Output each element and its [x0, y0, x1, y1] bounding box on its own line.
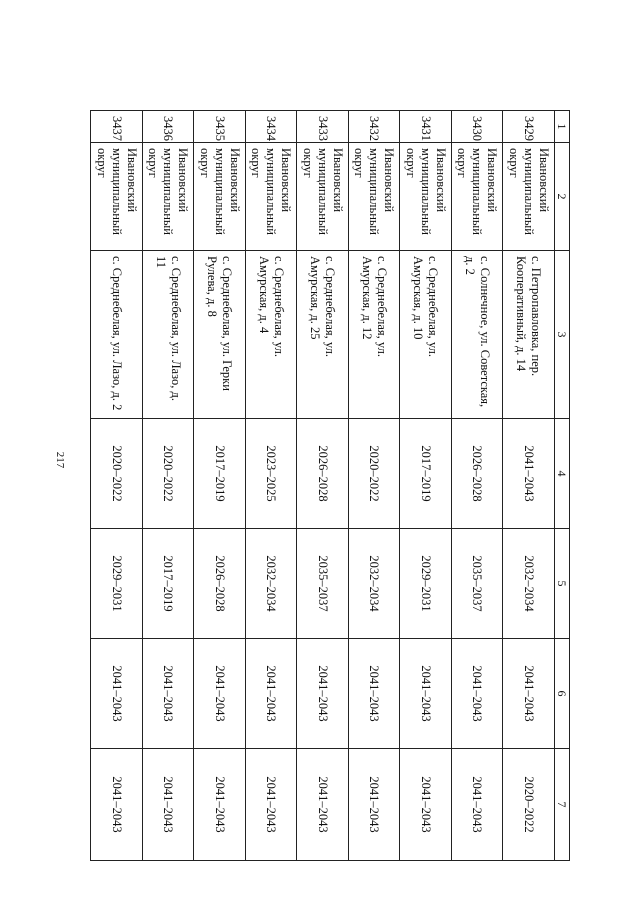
table-row — [91, 111, 143, 861]
period-cell-5: 2032–2034 — [348, 529, 400, 639]
address-cell: с. Петропавловка, пер. Кооперативный, д. 14 — [503, 251, 555, 419]
period-cell-5: 2029–2031 — [400, 529, 452, 639]
period-cell-6: 2041–2043 — [348, 639, 400, 749]
municipality-cell: Ивановский муниципальный округ — [194, 143, 246, 251]
row-number-cell: 3431 — [400, 111, 452, 143]
address-cell: с. Среднебелая, ул. Амурская, д. 12 — [348, 251, 400, 419]
period-cell-4: 2020–2022 — [348, 419, 400, 529]
row-number-cell: 3435 — [194, 111, 246, 143]
municipality-cell: Ивановский муниципальный округ — [400, 143, 452, 251]
period-cell-6: 2041–2043 — [142, 639, 194, 749]
row-number-cell: 3429 — [503, 111, 555, 143]
period-cell-6: 2041–2043 — [91, 639, 143, 749]
address-cell: с. Среднебелая, ул. Герки Рулева, д. 8 — [194, 251, 246, 419]
period-cell-7: 2041–2043 — [348, 749, 400, 861]
address-cell: с. Среднебелая, ул. Лазо, д. 2 — [91, 251, 143, 419]
row-number-cell: 3436 — [142, 111, 194, 143]
column-header: 7 — [554, 749, 569, 861]
period-cell-6: 2041–2043 — [451, 639, 503, 749]
period-cell-4: 2041–2043 — [503, 419, 555, 529]
period-cell-5: 2017–2019 — [142, 529, 194, 639]
period-cell-4: 2020–2022 — [91, 419, 143, 529]
column-header: 6 — [554, 639, 569, 749]
period-cell-7: 2041–2043 — [245, 749, 297, 861]
row-number-cell: 3433 — [297, 111, 349, 143]
address-cell: с. Среднебелая, ул. Лазо, д. 11 — [142, 251, 194, 419]
table-row — [348, 111, 400, 861]
table-row — [297, 111, 349, 861]
period-cell-5: 2026–2028 — [194, 529, 246, 639]
municipality-cell: Ивановский муниципальный округ — [451, 143, 503, 251]
address-cell: с. Среднебелая, ул. Амурская, д. 25 — [297, 251, 349, 419]
table-row — [503, 111, 555, 861]
table-header — [554, 111, 569, 861]
period-cell-6: 2041–2043 — [194, 639, 246, 749]
address-cell: с. Среднебелая, ул. Амурская, д. 4 — [245, 251, 297, 419]
address-cell: с. Солнечное, ул. Советская, д. 2 — [451, 251, 503, 419]
address-cell: с. Среднебелая, ул. Амурская, д. 10 — [400, 251, 452, 419]
period-cell-4: 2017–2019 — [400, 419, 452, 529]
period-cell-7: 2020–2022 — [503, 749, 555, 861]
period-cell-7: 2041–2043 — [400, 749, 452, 861]
column-header: 3 — [554, 251, 569, 419]
period-cell-7: 2041–2043 — [91, 749, 143, 861]
row-number-cell: 3430 — [451, 111, 503, 143]
municipality-cell: Ивановский муниципальный округ — [297, 143, 349, 251]
period-cell-7: 2041–2043 — [142, 749, 194, 861]
column-header: 5 — [554, 529, 569, 639]
column-header: 2 — [554, 143, 569, 251]
period-cell-6: 2041–2043 — [503, 639, 555, 749]
table-body — [91, 111, 555, 861]
table-row — [245, 111, 297, 861]
row-number-cell: 3432 — [348, 111, 400, 143]
header-row — [554, 111, 569, 861]
table-row — [194, 111, 246, 861]
municipality-cell: Ивановский муниципальный округ — [348, 143, 400, 251]
period-cell-6: 2041–2043 — [245, 639, 297, 749]
page-number: 217 — [54, 451, 66, 469]
period-cell-5: 2035–2037 — [297, 529, 349, 639]
period-cell-5: 2035–2037 — [451, 529, 503, 639]
period-cell-6: 2041–2043 — [297, 639, 349, 749]
period-cell-6: 2041–2043 — [400, 639, 452, 749]
table-row — [400, 111, 452, 861]
municipality-cell: Ивановский муниципальный округ — [503, 143, 555, 251]
period-cell-4: 2020–2022 — [142, 419, 194, 529]
row-number-cell: 3437 — [91, 111, 143, 143]
period-cell-5: 2029–2031 — [91, 529, 143, 639]
registry-table — [90, 110, 570, 861]
period-cell-5: 2032–2034 — [245, 529, 297, 639]
municipality-cell: Ивановский муниципальный округ — [142, 143, 194, 251]
column-header: 1 — [554, 111, 569, 143]
period-cell-4: 2017–2019 — [194, 419, 246, 529]
row-number-cell: 3434 — [245, 111, 297, 143]
column-header: 4 — [554, 419, 569, 529]
period-cell-4: 2026–2028 — [451, 419, 503, 529]
municipality-cell: Ивановский муниципальный округ — [245, 143, 297, 251]
period-cell-4: 2023–2025 — [245, 419, 297, 529]
period-cell-5: 2032–2034 — [503, 529, 555, 639]
period-cell-7: 2041–2043 — [297, 749, 349, 861]
rotated-table-container — [90, 110, 570, 860]
municipality-cell: Ивановский муниципальный округ — [91, 143, 143, 251]
period-cell-7: 2041–2043 — [194, 749, 246, 861]
table-row — [142, 111, 194, 861]
period-cell-4: 2026–2028 — [297, 419, 349, 529]
period-cell-7: 2041–2043 — [451, 749, 503, 861]
table-row — [451, 111, 503, 861]
